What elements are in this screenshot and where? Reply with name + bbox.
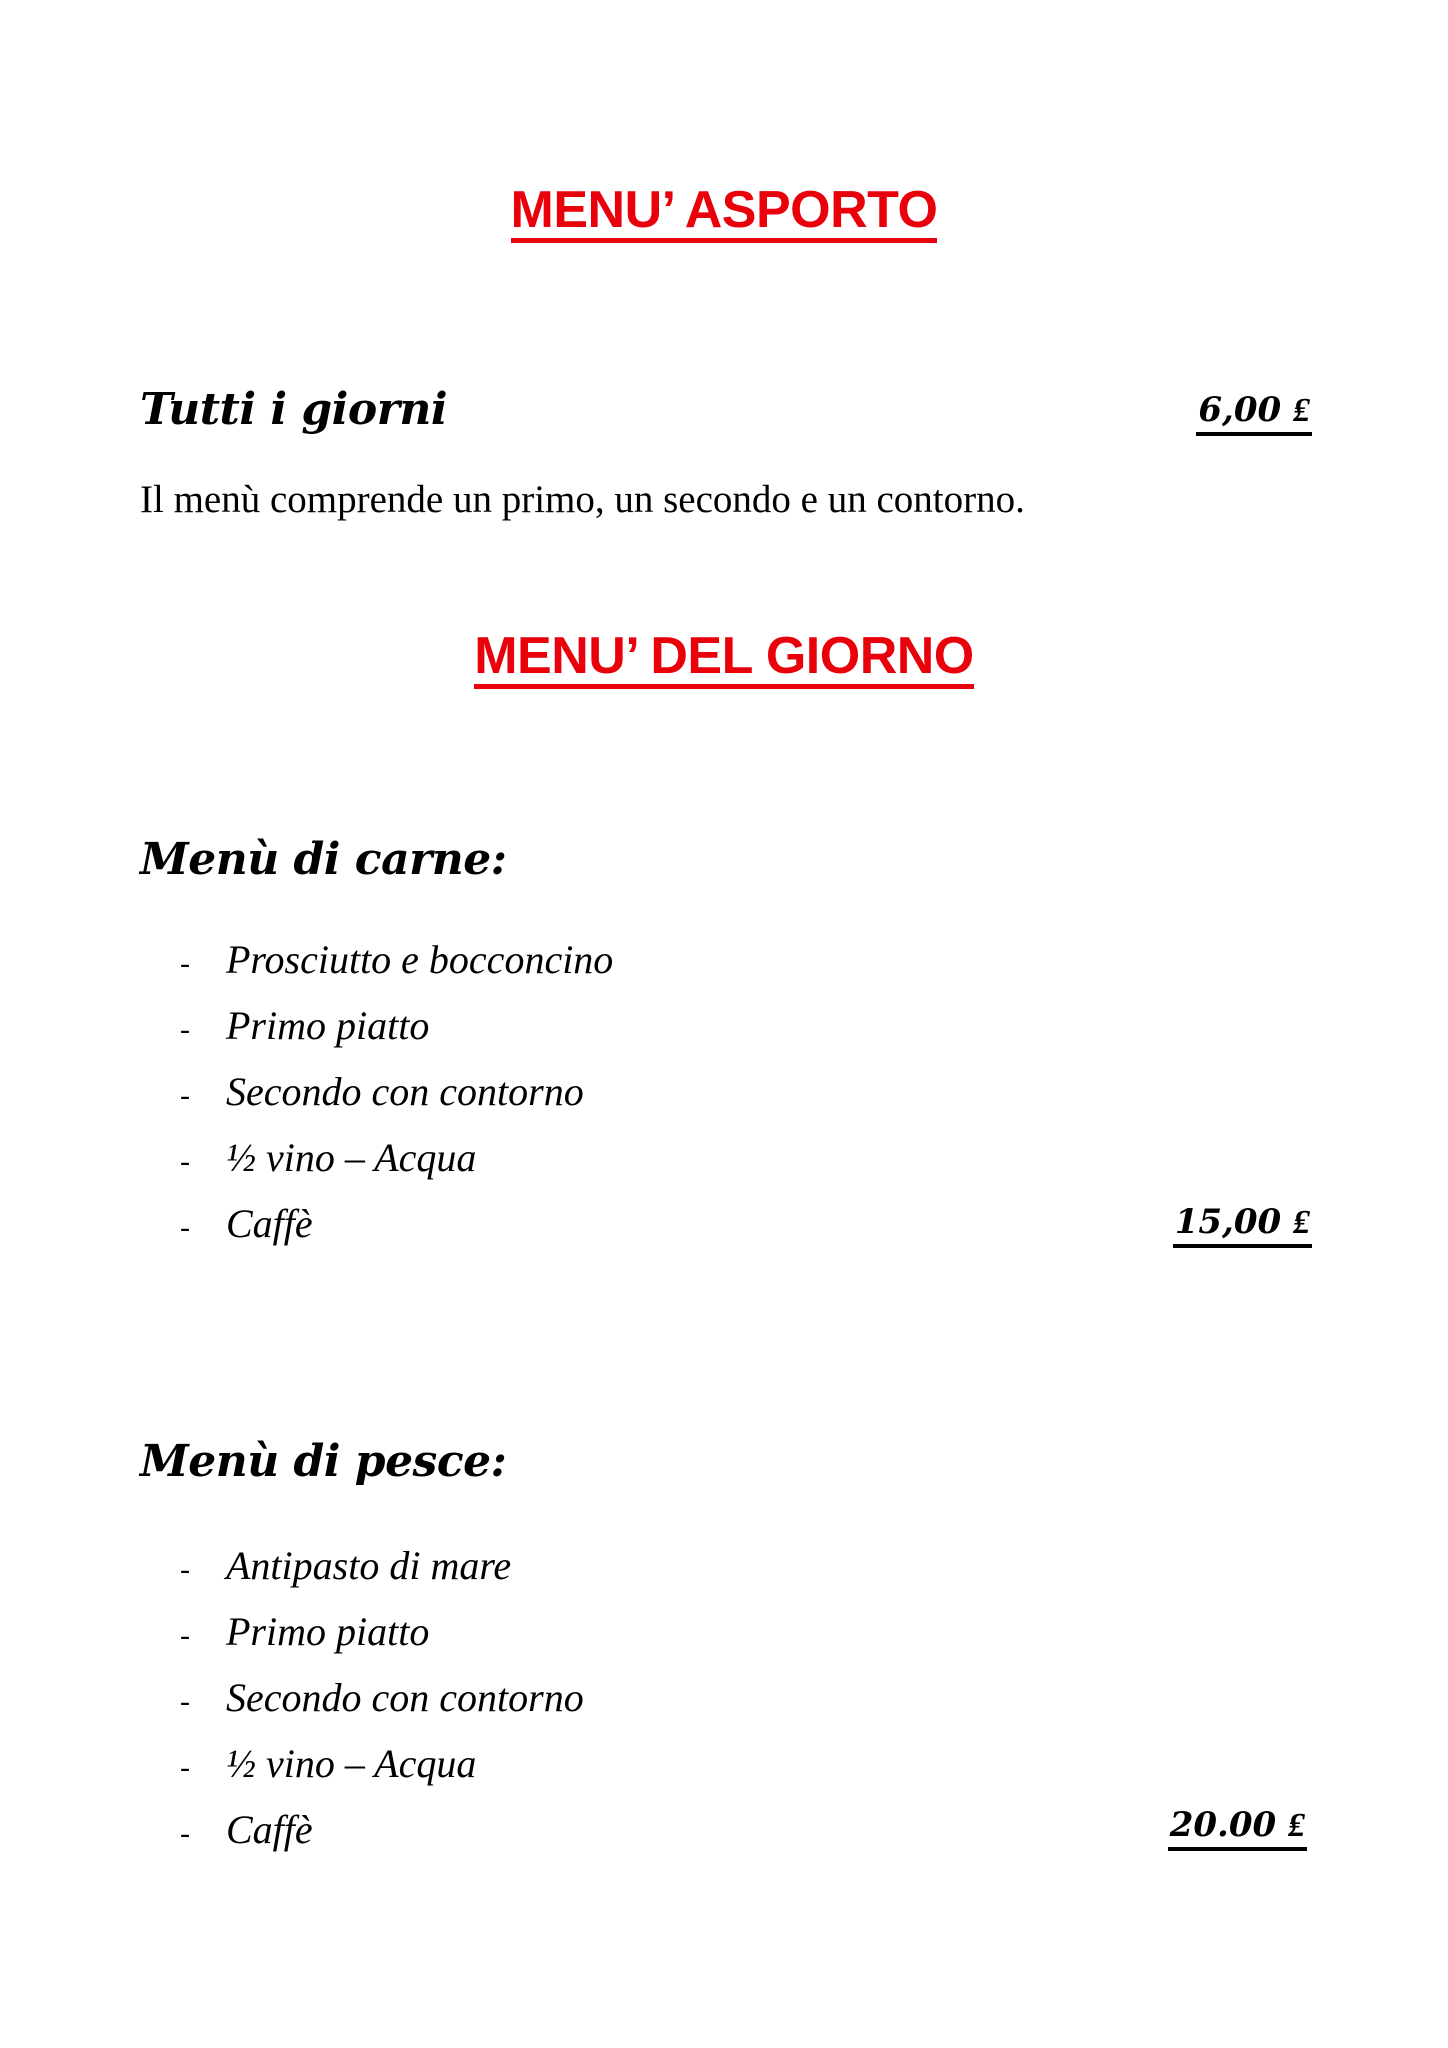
pesce-list-item [180, 1607, 429, 1661]
carne-list-item [180, 1199, 313, 1253]
item-label: Primo piatto [226, 1609, 430, 1654]
bullet-dash: - [180, 1817, 190, 1850]
bullet-dash: - [180, 1013, 190, 1046]
bullet-dash: - [180, 1079, 190, 1112]
asporto-label: Tutti i giorni [140, 384, 448, 435]
pesce-list-item [180, 1739, 476, 1793]
bullet-dash: - [180, 1145, 190, 1178]
bullet-dash: - [180, 947, 190, 980]
asporto-price: 6,00 ₤ [1196, 388, 1312, 436]
carne-list-item [180, 1133, 476, 1187]
item-label: Primo piatto [226, 1003, 430, 1048]
pesce-list-item [180, 1805, 313, 1859]
item-label: Antipasto di mare [226, 1543, 512, 1588]
pesce-list-item [180, 1541, 511, 1595]
asporto-title: MENU’ ASPORTO [511, 182, 938, 243]
carne-list-item [180, 1001, 429, 1055]
carne-list-item [180, 1067, 584, 1121]
carne-list-item [180, 935, 613, 989]
section-title-giorno [0, 626, 1448, 689]
pesce-label: Menù di pesce: [140, 1436, 507, 1487]
item-label: ½ vino – Acqua [226, 1135, 477, 1180]
item-label: Secondo con contorno [226, 1069, 584, 1114]
carne-label: Menù di carne: [140, 834, 507, 885]
pesce-list-item [180, 1673, 584, 1727]
bullet-dash: - [180, 1553, 190, 1586]
item-label: ½ vino – Acqua [226, 1741, 477, 1786]
giorno-title: MENU’ DEL GIORNO [474, 628, 974, 689]
bullet-dash: - [180, 1211, 190, 1244]
pesce-price: 20.00 ₤ [1168, 1803, 1307, 1851]
item-label: Caffè [226, 1201, 313, 1246]
bullet-dash: - [180, 1619, 190, 1652]
item-label: Prosciutto e bocconcino [226, 937, 614, 982]
bullet-dash: - [180, 1751, 190, 1784]
section-title-asporto [0, 180, 1448, 243]
asporto-description: Il menù comprende un primo, un secondo e un contorno. [140, 478, 1025, 521]
carne-price: 15,00 ₤ [1173, 1200, 1312, 1248]
item-label: Caffè [226, 1807, 313, 1852]
bullet-dash: - [180, 1685, 190, 1718]
item-label: Secondo con contorno [226, 1675, 584, 1720]
